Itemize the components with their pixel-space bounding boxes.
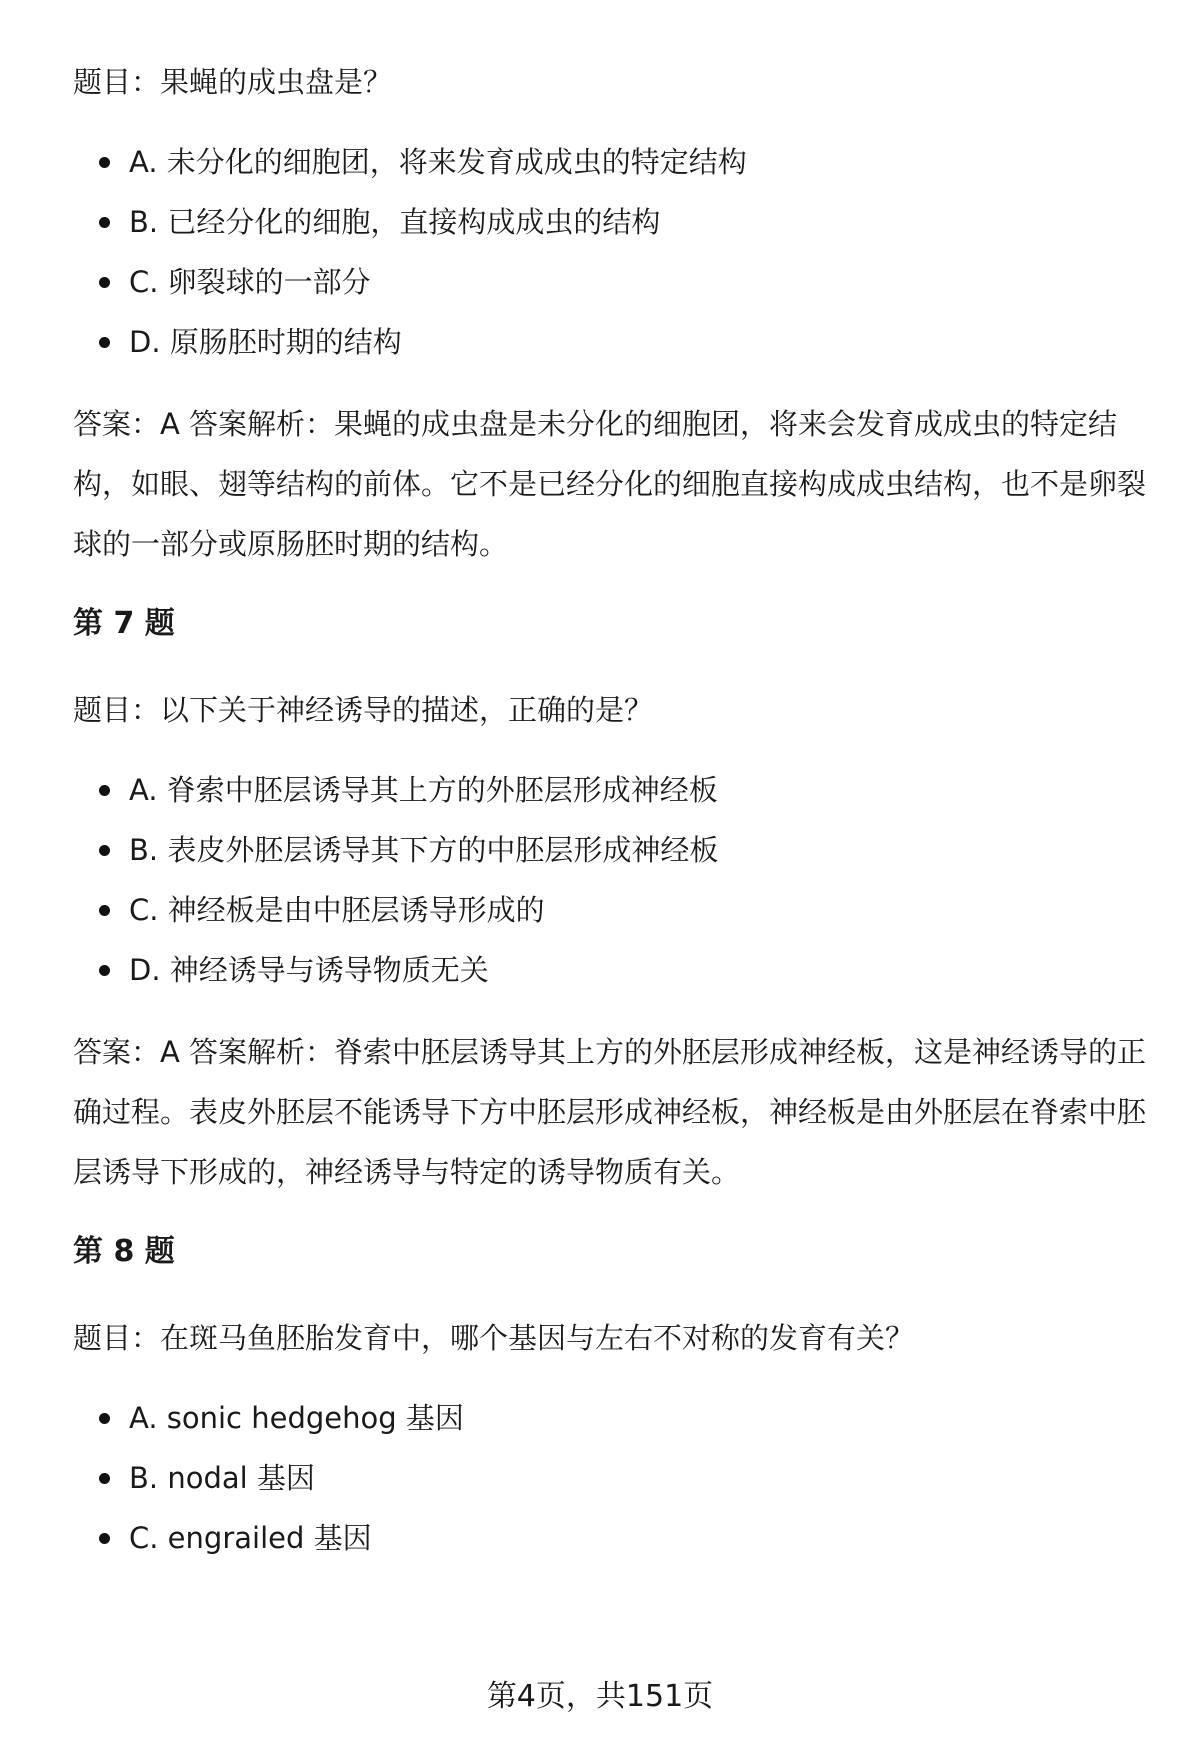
option-list — [73, 1398, 1153, 1578]
option-item — [73, 1458, 1153, 1518]
question-stem: 题目：以下关于神经诱导的描述，正确的是？ — [73, 693, 654, 727]
option-item — [73, 322, 1153, 382]
option-list — [73, 770, 1153, 1010]
answer-explanation: 答案：A 答案解析：脊索中胚层诱导其上方的外胚层形成神经板，这是神经诱导的正确过程。表皮外胚层不能诱导下方中胚层形成神经板，神经板是由外胚层在脊索中胚层诱导下形成的，神经诱导与特定的诱导物质有关。 — [73, 1035, 1147, 1189]
bullet-icon — [99, 1533, 110, 1544]
option-item — [73, 1518, 1153, 1578]
option-text: C. engrailed 基因 — [129, 1521, 372, 1555]
bullet-icon — [99, 337, 110, 348]
option-text: B. 表皮外胚层诱导其下方的中胚层形成神经板 — [129, 833, 719, 867]
document-page — [73, 62, 1153, 1578]
option-item — [73, 202, 1153, 262]
bullet-icon — [99, 785, 110, 796]
option-item — [73, 142, 1153, 202]
option-text: A. 未分化的细胞团，将来发育成成虫的特定结构 — [129, 145, 747, 179]
option-text: D. 原肠胚时期的结构 — [129, 325, 402, 359]
bullet-icon — [99, 217, 110, 228]
option-item — [73, 950, 1153, 1010]
option-list — [73, 142, 1153, 382]
option-item — [73, 262, 1153, 322]
option-text: A. sonic hedgehog 基因 — [129, 1401, 464, 1435]
option-item — [73, 890, 1153, 950]
bullet-icon — [99, 277, 110, 288]
option-text: A. 脊索中胚层诱导其上方的外胚层形成神经板 — [129, 773, 718, 807]
question-title: 第 7 题 — [73, 606, 175, 641]
answer-explanation: 答案：A 答案解析：果蝇的成虫盘是未分化的细胞团，将来会发育成成虫的特定结构，如眼、翅等结构的前体。它不是已经分化的细胞直接构成成虫结构，也不是卵裂球的一部分或原肠胚时期的结构。 — [73, 407, 1147, 561]
option-item — [73, 770, 1153, 830]
question-stem: 题目：果蝇的成虫盘是？ — [73, 65, 393, 99]
bullet-icon — [99, 1473, 110, 1484]
question-stem: 题目：在斑马鱼胚胎发育中，哪个基因与左右不对称的发育有关？ — [73, 1321, 915, 1355]
question-title: 第 8 题 — [73, 1234, 175, 1269]
bullet-icon — [99, 905, 110, 916]
bullet-icon — [99, 845, 110, 856]
bullet-icon — [99, 1413, 110, 1424]
option-text: C. 卵裂球的一部分 — [129, 265, 371, 299]
option-item — [73, 1398, 1153, 1458]
page-number-footer: 第4页，共151页 — [486, 1679, 714, 1714]
option-text: C. 神经板是由中胚层诱导形成的 — [129, 893, 545, 927]
option-text: D. 神经诱导与诱导物质无关 — [129, 953, 489, 987]
option-item — [73, 830, 1153, 890]
bullet-icon — [99, 157, 110, 168]
option-text: B. 已经分化的细胞，直接构成成虫的结构 — [129, 205, 661, 239]
bullet-icon — [99, 965, 110, 976]
option-text: B. nodal 基因 — [129, 1461, 315, 1495]
